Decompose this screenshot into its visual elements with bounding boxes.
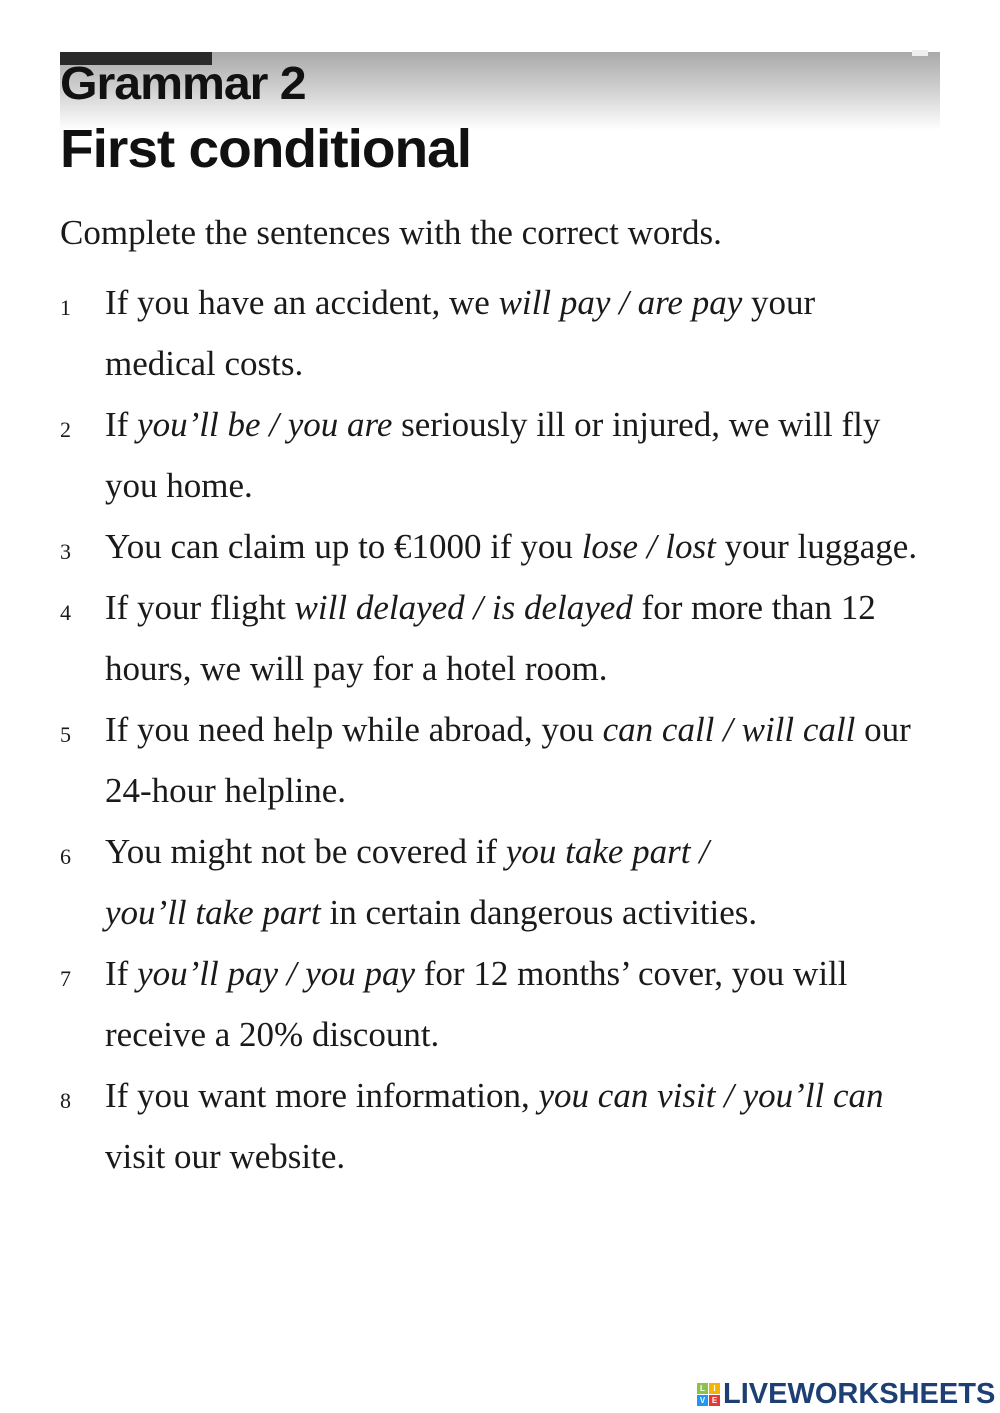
sentence-text: in certain dangerous activities. bbox=[320, 893, 758, 932]
sentence-text: hours, we will pay for a hotel room. bbox=[105, 649, 608, 688]
sentence-text: your bbox=[742, 283, 816, 322]
item-line bbox=[105, 649, 608, 689]
sentence-text: visit our website. bbox=[105, 1137, 346, 1176]
item-line bbox=[105, 1076, 884, 1116]
item-number: 7 bbox=[60, 966, 71, 991]
item-line bbox=[105, 1015, 439, 1055]
instructions: Complete the sentences with the correct words. bbox=[60, 213, 722, 252]
item-number: 6 bbox=[60, 844, 71, 869]
item-line bbox=[105, 771, 346, 811]
item-line bbox=[105, 1137, 345, 1177]
sentence-text: receive a 20% discount. bbox=[105, 1015, 440, 1054]
sentence-text: seriously ill or injured, we will fly bbox=[392, 405, 881, 444]
item-line bbox=[105, 710, 911, 750]
sentence-text: If bbox=[105, 405, 138, 444]
answer-choice: you’ll pay / you pay bbox=[137, 954, 416, 993]
item-line bbox=[105, 954, 848, 994]
answer-choice: will delayed / is delayed bbox=[294, 588, 633, 627]
item-number: 4 bbox=[60, 600, 71, 625]
sentence-text: medical costs. bbox=[105, 344, 304, 383]
answer-choice: can call / will call bbox=[602, 710, 856, 749]
logo-text: LIVEWORKSHEETS bbox=[723, 1378, 996, 1410]
sentence-text: you home. bbox=[105, 466, 253, 505]
item-number: 5 bbox=[60, 722, 71, 747]
sentence-text: for more than 12 bbox=[632, 588, 876, 627]
logo-letter-tile: I bbox=[709, 1383, 720, 1394]
item-number: 3 bbox=[60, 539, 71, 564]
sentence-text: If your flight bbox=[105, 588, 295, 627]
sentence-text: If you have an accident, we bbox=[105, 283, 499, 322]
sentence-text: You might not be covered if bbox=[105, 832, 506, 871]
logo-letter-tile: L bbox=[697, 1383, 708, 1394]
header-corner-mark bbox=[912, 50, 928, 56]
worksheet-subtitle: First conditional bbox=[60, 119, 472, 179]
answer-choice: lose / lost bbox=[581, 527, 716, 566]
sentence-text: 24-hour helpline. bbox=[105, 771, 347, 810]
sentence-text: your luggage. bbox=[715, 527, 918, 566]
sentence-text: You can claim up to €1000 if you bbox=[105, 527, 582, 566]
item-number: 8 bbox=[60, 1088, 71, 1113]
item-number: 2 bbox=[60, 417, 71, 442]
sentence-text: If you want more information, bbox=[105, 1076, 539, 1115]
sentence-text: If bbox=[105, 954, 138, 993]
answer-choice: you’ll be / you are bbox=[137, 405, 393, 444]
answer-choice: you can visit / you’ll can bbox=[538, 1076, 884, 1115]
live-logo-icon bbox=[697, 1383, 720, 1406]
item-line bbox=[105, 893, 757, 933]
answer-choice: you take part / bbox=[505, 832, 709, 871]
answer-choice: you’ll take part bbox=[105, 893, 321, 932]
sentence-text: If you need help while abroad, you bbox=[105, 710, 603, 749]
item-line bbox=[105, 283, 815, 323]
item-line bbox=[105, 588, 876, 628]
item-number: 1 bbox=[60, 295, 71, 320]
logo-letter-tile: V bbox=[697, 1395, 708, 1406]
sentence-text: our bbox=[855, 710, 911, 749]
item-line bbox=[105, 832, 709, 872]
answer-choice: will pay / are pay bbox=[498, 283, 743, 322]
item-line bbox=[105, 405, 880, 445]
item-line bbox=[105, 344, 303, 384]
worksheet-title: Grammar 2 bbox=[60, 57, 306, 109]
liveworksheets-logo bbox=[697, 1378, 995, 1411]
item-line bbox=[105, 466, 253, 506]
sentence-text: for 12 months’ cover, you will bbox=[415, 954, 848, 993]
logo-letter-tile: E bbox=[709, 1395, 720, 1406]
item-line bbox=[105, 527, 917, 567]
